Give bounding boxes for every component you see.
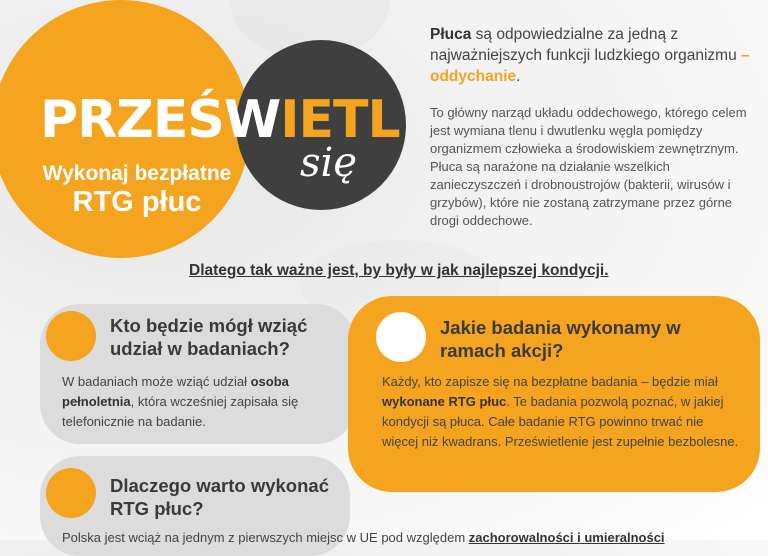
card-what-body xyxy=(382,372,742,452)
intro-bold: Płuca xyxy=(430,26,472,43)
card-what-dot xyxy=(376,312,426,362)
headline: Dlatego tak ważne jest, by były w jak najlepszej kondycji. xyxy=(189,262,609,279)
card-why-body xyxy=(62,530,665,545)
card-why-dot xyxy=(46,468,96,518)
title-sie: się xyxy=(300,140,357,186)
card-who-dot xyxy=(46,311,96,361)
card-what-text-1: Każdy, kto zapisze się na bezpłatne badania – będzie miał xyxy=(382,374,718,389)
intro-text: są odpowiedzialne za jedną z najważniejszych funkcji ludzkiego organizmu xyxy=(430,26,742,64)
title-part-1: PRZEŚW xyxy=(40,90,281,150)
card-who-text-1: W badaniach może wziąć udział xyxy=(62,374,251,389)
intro-paragraph xyxy=(430,24,760,87)
card-what-bold: wykonane RTG płuc xyxy=(382,394,507,409)
intro-end: . xyxy=(516,68,521,85)
card-what-text-2: . Te badania pozwolą poznać, w jakiej kondycji są płuca. Całe badanie RTG powinno trwać nie więcej niż kwadrans. Prześwietlenie jest zupełnie bezbolesne. xyxy=(382,394,739,449)
card-why-text: Polska jest wciąż na jednym z pierwszych miejsc w UE pod względem xyxy=(62,530,469,545)
card-who-text-2: , która wcześniej zapisała się telefonicznie na badanie. xyxy=(62,394,299,429)
title-part-2: IETL xyxy=(280,90,400,150)
card-what-title: Jakie badania wykonamy w ramach akcji? xyxy=(440,317,681,361)
intro-accent: – oddychanie xyxy=(430,47,750,85)
subtitle-line-1: Wykonaj bezpłatne xyxy=(42,162,232,185)
description-paragraph: To główny narząd układu oddechowego, którego celem jest wymiana tlenu i dwutlenku węgla pomiędzy organizmem człowieka a środowiskiem zewnętrznym. Płuca są narażone na działanie wszelkich zanieczyszczeń i drobnoustrojów (bakterii, wirusów i grzybów), które nie zostaną zatrzymane przez górne drogi oddechowe. xyxy=(430,105,747,228)
card-why-title: Dlaczego warto wykonać RTG płuc? xyxy=(110,475,329,519)
card-who-title: Kto będzie mógł wziąć udział w badaniach? xyxy=(110,315,308,359)
card-why-bold: zachorowalności i umieralności xyxy=(468,530,665,545)
subtitle-line-2: RTG płuc xyxy=(72,186,202,218)
card-who-body xyxy=(62,372,342,432)
card-who-bold: osoba pełnoletnia xyxy=(62,374,289,409)
